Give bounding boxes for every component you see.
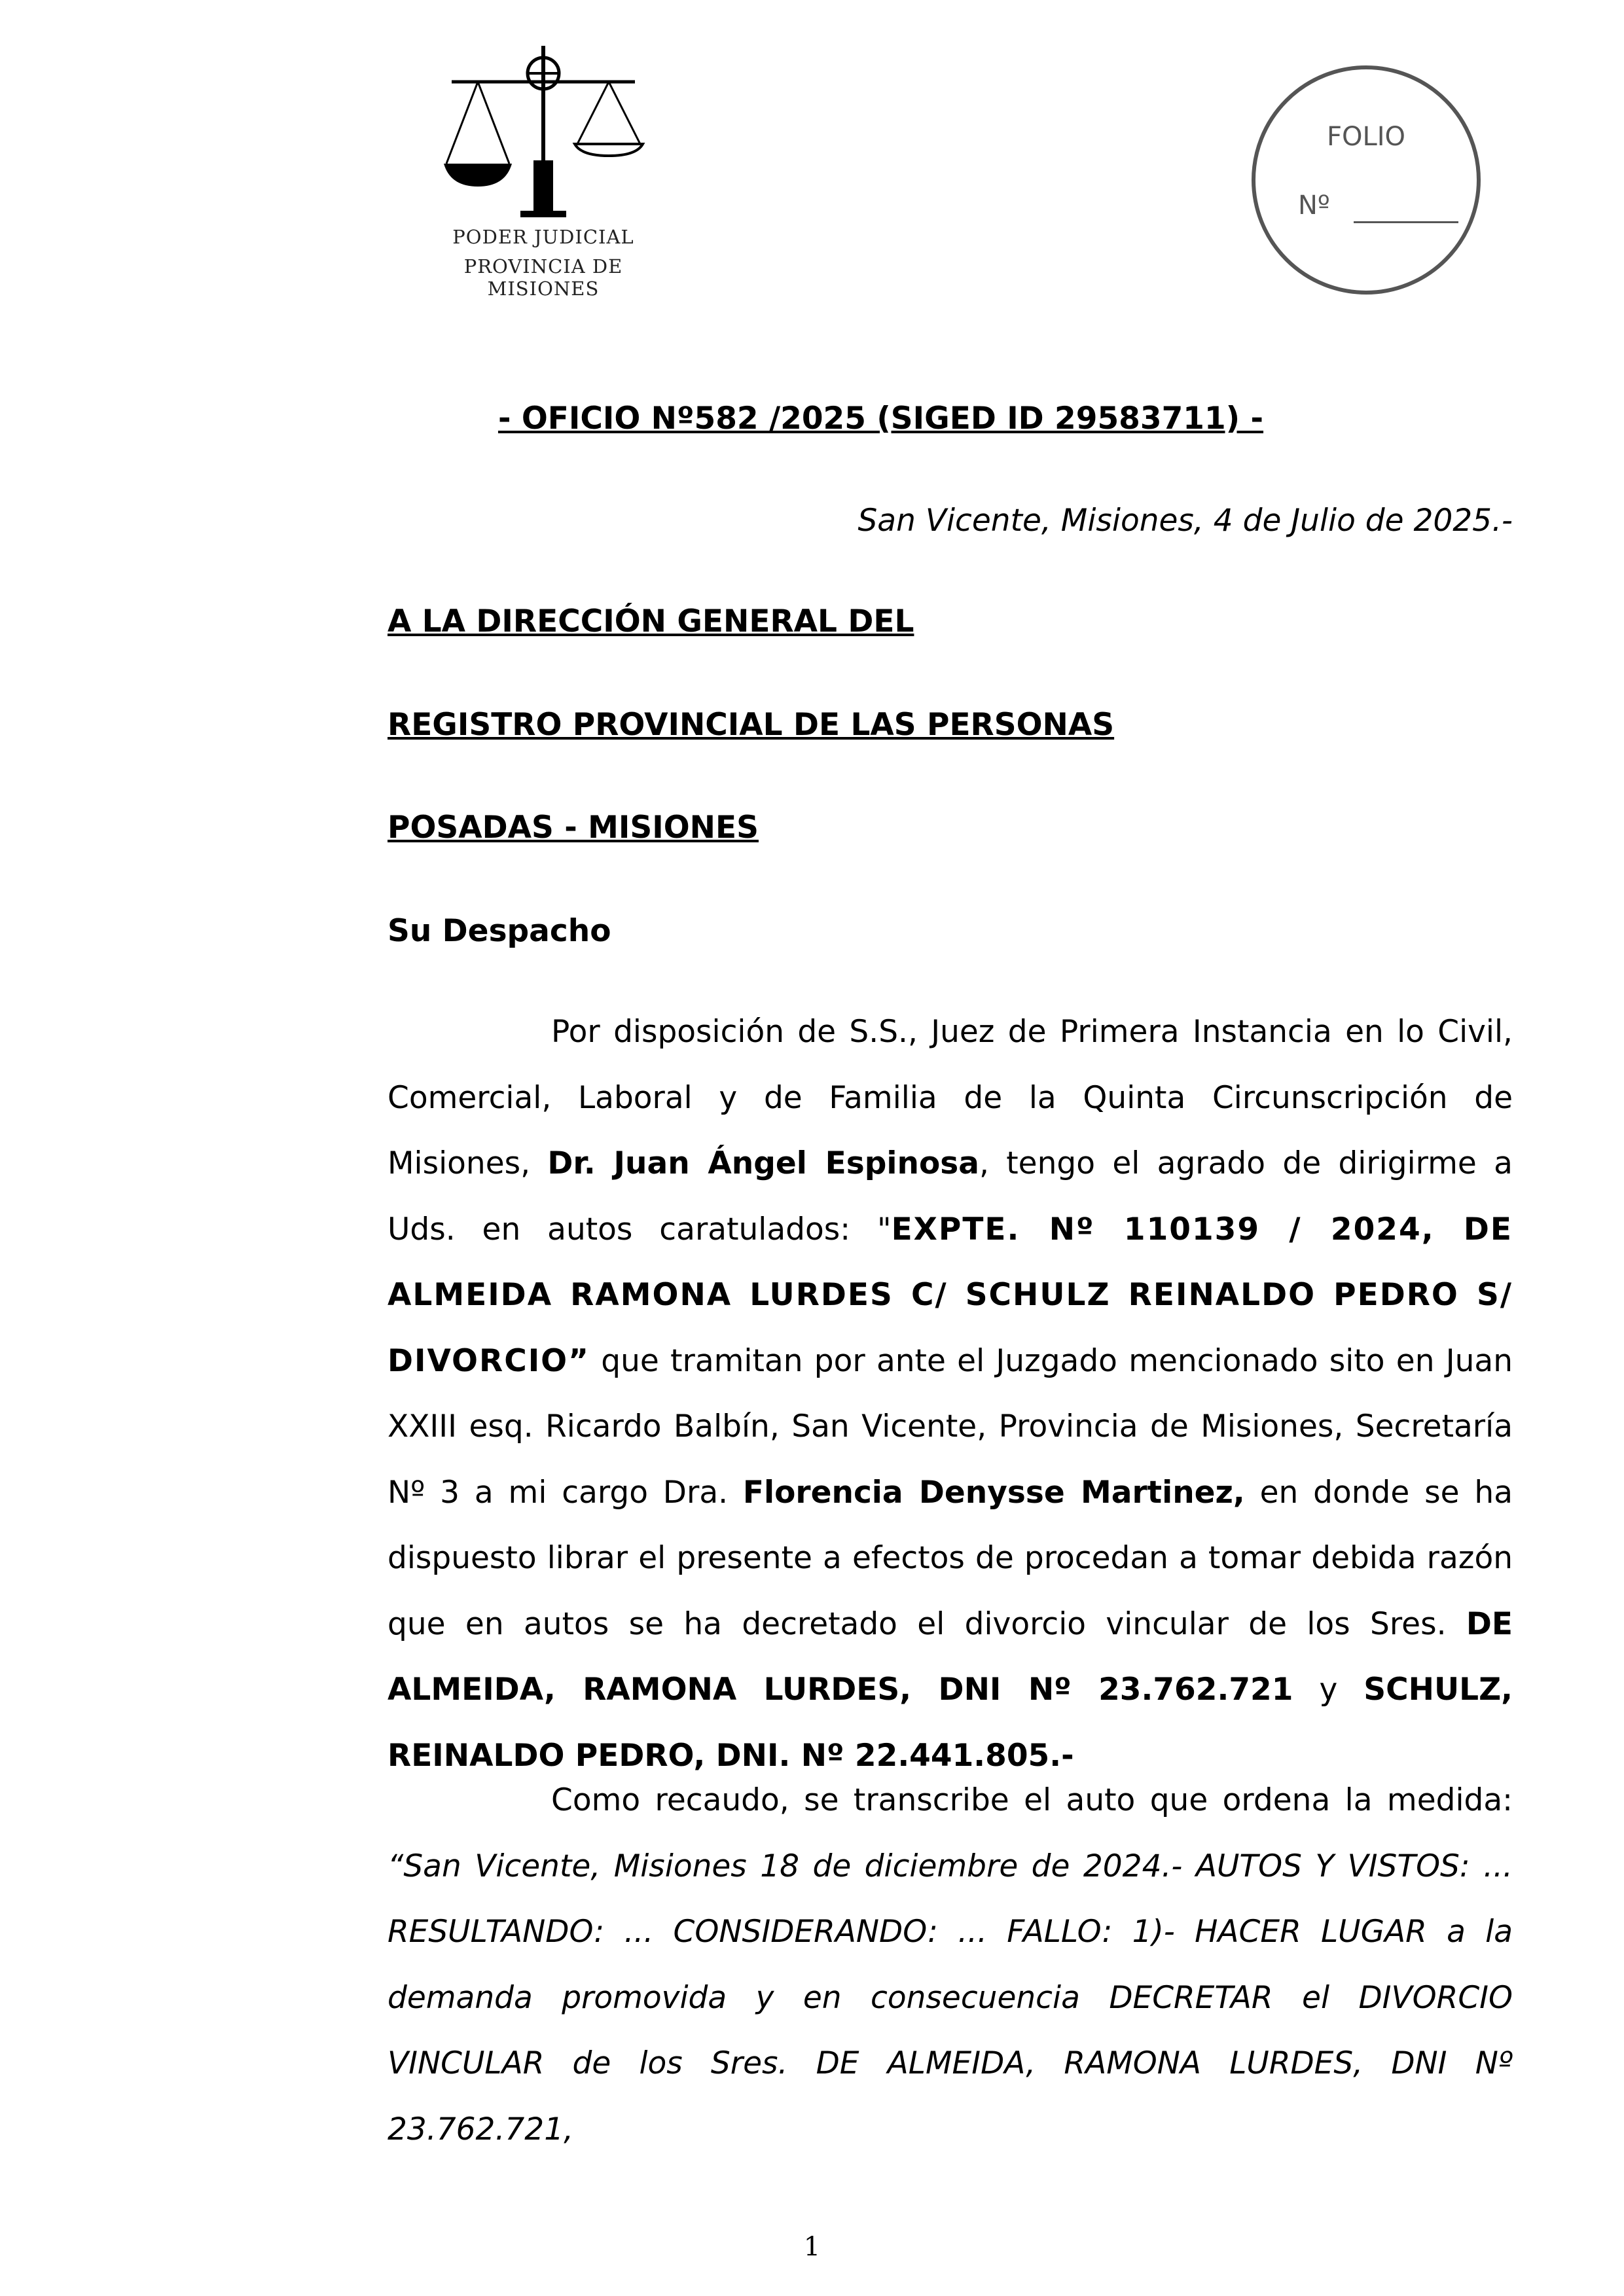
addressee-line1: A LA DIRECCIÓN GENERAL DEL [388, 603, 914, 639]
secretary-name: Florencia Denysse Martinez, [742, 1474, 1245, 1511]
folio-number-label: Nº [1298, 190, 1330, 221]
date-line: San Vicente, Misiones, 4 de Julio de 2025.- [857, 503, 1513, 539]
court-logo [406, 39, 681, 300]
body-paragraph-1 [388, 999, 1513, 1789]
page-number: 1 [803, 2232, 821, 2262]
body-paragraph-2 [388, 1768, 1513, 2162]
salutation: Su Despacho [388, 913, 611, 949]
document-title: - OFICIO Nº582 /2025 (SIGED ID 29583711) - [497, 401, 1264, 437]
party-2: SCHULZ, REINALDO PEDRO, DNI. Nº 22.441.805.- [388, 1672, 1513, 1774]
party-1: DE ALMEIDA, RAMONA LURDES, DNI Nº 23.762.721 [388, 1605, 1513, 1708]
p2-text-1: Como recaudo, se transcribe el auto que ordena la medida: [551, 1782, 1513, 1818]
court-ruling-quote: “San Vicente, Misiones 18 de diciembre de 2024.- AUTOS Y VISTOS: ... RESULTANDO: ... CONSIDERANDO: ... FALLO: 1)- HACER LUGAR a la demanda promovida y en consecuencia DECRETAR el DIVORCIO VINCULAR de los Sres. DE ALMEIDA, RAMONA LURDES, DNI Nº 23.762.721, [388, 1848, 1513, 2147]
addressee-line2: REGISTRO PROVINCIAL DE LAS PERSONAS [388, 707, 1115, 743]
logo-text-line2: PROVINCIA DE MISIONES [463, 255, 623, 300]
scales-of-justice-icon [432, 39, 655, 223]
p1-text-4: en donde se ha dispuesto librar el presente a efectos de procedan a tomar debida razón que en autos se ha decretado el divorcio vincular de los Sres. [388, 1474, 1513, 1642]
folio-stamp [1252, 65, 1481, 295]
case-caption: EXPTE. Nº 110139 / 2024, DE ALMEIDA RAMONA LURDES C/ SCHULZ REINALDO PEDRO S/ DIVORCIO” [388, 1211, 1513, 1379]
p1-text-2: , tengo el agrado de dirigirme a Uds. en autos caratulados: " [388, 1145, 1513, 1247]
p1-text-5: y [1293, 1672, 1364, 1708]
folio-label: FOLIO [1326, 122, 1406, 152]
folio-number-blank [1354, 221, 1458, 223]
judge-name: Dr. Juan Ángel Espinosa [547, 1145, 979, 1181]
p1-text-3: que tramitan por ante el Juzgado mencionado sito en Juan XXIII esq. Ricardo Balbín, San Vicente, Provincia de Misiones, Secretaría Nº 3 a mi cargo Dra. [388, 1342, 1513, 1511]
p1-text-1: Por disposición de S.S., Juez de Primera Instancia en lo Civil, Comercial, Laboral y de Familia de la Quinta Circunscripción de Misiones, [388, 1014, 1513, 1181]
addressee-line3: POSADAS - MISIONES [388, 810, 759, 846]
logo-text-line1: PODER JUDICIAL [452, 226, 634, 248]
